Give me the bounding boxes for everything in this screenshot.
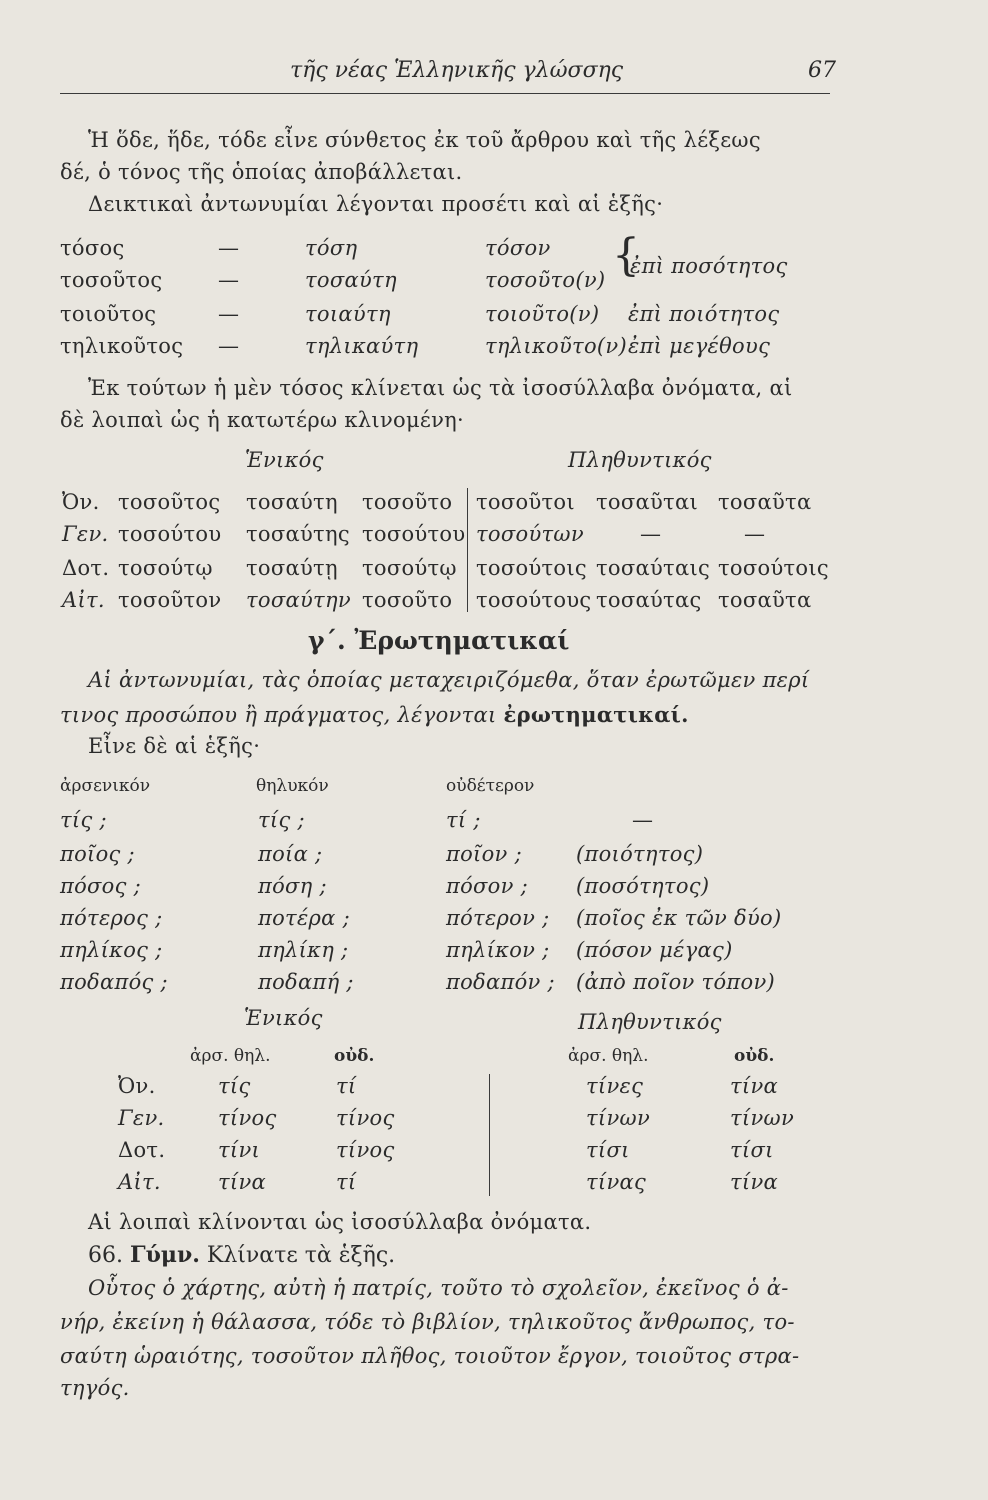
- exercise-text-4: τηγός.: [60, 1376, 130, 1400]
- tososoutos-singular-label: Ἑνικός: [245, 448, 324, 472]
- interrog-header-n: οὐδέτερον: [446, 776, 535, 796]
- interrog-f-3: ποτέρα ;: [258, 906, 351, 930]
- tososoutos-p-3-2: τοσαῦτα: [718, 588, 812, 612]
- tis-s-3-1: τί: [336, 1170, 357, 1194]
- deictic-f-2: τοιαύτη: [305, 302, 391, 326]
- interrog-n-5: ποδαπόν ;: [446, 970, 555, 994]
- tososoutos-s-3-0: τοσοῦτον: [118, 588, 222, 612]
- page-number: 67: [808, 58, 836, 83]
- interrog-f-4: πηλίκη ;: [258, 938, 349, 962]
- interrog-n-0: τί ;: [446, 808, 481, 832]
- tososoutos-p-0-1: τοσαῦται: [596, 490, 698, 514]
- gamma-line-2: [60, 702, 689, 727]
- tososoutos-s-1-2: τοσούτου: [362, 522, 466, 546]
- exercise-instruction: Κλίνατε τὰ ἑξῆς.: [206, 1243, 396, 1268]
- intro-line-2: δέ, ὁ τόνος τῆς ὁποίας ἀποβάλλεται.: [60, 160, 463, 184]
- tososoutos-s-2-2: τοσούτῳ: [362, 556, 457, 580]
- gamma-line-3: Εἶνε δὲ αἱ ἑξῆς·: [88, 734, 261, 758]
- deictic-dash-2: —: [218, 302, 240, 326]
- tososoutos-case-1: Γεν.: [62, 522, 109, 546]
- gamma-line-1: Αἱ ἀντωνυμίαι, τὰς ὁποίας μεταχειριζόμεθα, ὅταν ἐρωτῶμεν περί: [88, 668, 810, 692]
- tis-pl-header-n: οὐδ.: [734, 1046, 775, 1066]
- tis-divider: [489, 1074, 490, 1196]
- deictic-n-1: τοσοῦτο(ν): [485, 268, 606, 292]
- interrog-note-4: (πόσον μέγας): [576, 938, 733, 962]
- tososoutos-p-1-2: —: [744, 522, 766, 546]
- tis-case-0: Ὀν.: [118, 1074, 156, 1098]
- exercise-label: Γύμν.: [130, 1242, 200, 1268]
- tis-p-3-0: τίνας: [586, 1170, 647, 1194]
- tososoutos-p-1-0: τοσούτων: [476, 522, 584, 546]
- para2-line-2: δὲ λοιπαὶ ὡς ἡ κατωτέρω κλινομένη·: [60, 408, 465, 432]
- tososoutos-s-0-2: τοσοῦτο: [362, 490, 453, 514]
- interrog-n-1: ποῖον ;: [446, 842, 522, 866]
- tis-s-2-1: τίνος: [336, 1138, 395, 1162]
- interrog-m-4: πηλίκος ;: [60, 938, 163, 962]
- deictic-brace-note: ἐπὶ ποσότητος: [630, 254, 788, 278]
- tis-singular-label: Ἑνικός: [244, 1006, 323, 1030]
- tososoutos-s-1-1: τοσαύτης: [246, 522, 350, 546]
- tososoutos-s-0-1: τοσαύτη: [246, 490, 338, 514]
- interrog-note-2: (ποσότητος): [576, 874, 710, 898]
- tis-s-0-0: τίς: [218, 1074, 251, 1098]
- tososoutos-p-2-1: τοσαύταις: [596, 556, 711, 580]
- tis-p-0-1: τίνα: [730, 1074, 778, 1098]
- tososoutos-s-1-0: τοσούτου: [118, 522, 222, 546]
- tis-sg-header-mf: ἀρσ. θηλ.: [190, 1046, 271, 1066]
- deictic-n-2: τοιοῦτο(ν): [485, 302, 600, 326]
- tis-pl-header-mf: ἀρσ. θηλ.: [568, 1046, 649, 1066]
- tis-plural-label: Πληθυντικός: [578, 1010, 722, 1034]
- tososoutos-s-2-0: τοσούτῳ: [118, 556, 213, 580]
- tososoutos-s-3-2: τοσοῦτο: [362, 588, 453, 612]
- exercise-number: 66.: [88, 1243, 123, 1268]
- interrog-header-f: θηλυκόν: [256, 776, 329, 796]
- interrog-m-0: τίς ;: [60, 808, 107, 832]
- gamma-term: ἐρωτηματικαί.: [503, 702, 689, 727]
- gamma-line-2-text: τινος προσώπου ἢ πράγματος, λέγονται: [60, 703, 504, 727]
- tis-s-1-1: τίνος: [336, 1106, 395, 1130]
- deictic-n-3: τηλικοῦτο(ν): [485, 334, 627, 358]
- exercise-text-2: νήρ, ἐκείνη ἡ θάλασσα, τόδε τὸ βιβλίον, τηλικοῦτος ἄνθρωπος, το-: [60, 1310, 795, 1334]
- tis-s-0-1: τί: [336, 1074, 357, 1098]
- exercise-text-3: σαύτη ὡραιότης, τοσοῦτον πλῆθος, τοιοῦτον ἔργον, τοιοῦτος στρα-: [60, 1344, 800, 1368]
- tososoutos-p-2-0: τοσούτοις: [476, 556, 587, 580]
- tososoutos-p-1-1: —: [640, 522, 662, 546]
- tis-p-2-1: τίσι: [730, 1138, 774, 1162]
- exercise-line: [88, 1242, 395, 1268]
- deictic-dash-3: —: [218, 334, 240, 358]
- deictic-n-0: τόσον: [485, 236, 551, 260]
- tis-s-1-0: τίνος: [218, 1106, 277, 1130]
- tis-sg-header-n: οὐδ.: [334, 1046, 375, 1066]
- interrog-f-2: πόση ;: [258, 874, 327, 898]
- tososoutos-s-0-0: τοσοῦτος: [118, 490, 221, 514]
- interrog-m-1: ποῖος ;: [60, 842, 135, 866]
- deictic-f-3: τηλικαύτη: [305, 334, 419, 358]
- interrog-m-3: πότερος ;: [60, 906, 163, 930]
- interrog-note-3: (ποῖος ἐκ τῶν δύο): [576, 906, 782, 930]
- tososoutos-p-2-2: τοσούτοις: [718, 556, 829, 580]
- interrog-m-2: πόσος ;: [60, 874, 142, 898]
- interrog-m-5: ποδαπός ;: [60, 970, 168, 994]
- interrog-f-5: ποδαπή ;: [258, 970, 354, 994]
- interrog-header-m: ἀρσενικόν: [60, 776, 151, 796]
- deictic-f-1: τοσαύτη: [305, 268, 397, 292]
- tososoutos-p-3-0: τοσούτους: [476, 588, 592, 612]
- interrog-n-4: πηλίκον ;: [446, 938, 550, 962]
- tis-case-3: Αἰτ.: [118, 1170, 161, 1194]
- tis-p-3-1: τίνα: [730, 1170, 778, 1194]
- header-rule: [60, 93, 830, 94]
- deictic-f-0: τόση: [305, 236, 358, 260]
- para2-line-1: Ἐκ τούτων ἡ μὲν τόσος κλίνεται ὡς τὰ ἰσοσύλλαβα ὀνόματα, αἱ: [88, 376, 793, 400]
- deictic-m-1: τοσοῦτος: [60, 268, 163, 292]
- tis-case-1: Γεν.: [118, 1106, 165, 1130]
- tososoutos-case-3: Αἰτ.: [62, 588, 105, 612]
- tososoutos-p-3-1: τοσαύτας: [596, 588, 702, 612]
- tososoutos-s-2-1: τοσαύτῃ: [246, 556, 338, 580]
- deictic-m-0: τόσος: [60, 236, 125, 260]
- interrog-n-3: πότερον ;: [446, 906, 550, 930]
- deictic-m-3: τηλικοῦτος: [60, 334, 184, 358]
- deictic-m-2: τοιοῦτος: [60, 302, 157, 326]
- tis-p-2-0: τίσι: [586, 1138, 630, 1162]
- closing-line-1: Αἱ λοιπαὶ κλίνονται ὡς ἰσοσύλλαβα ὀνόματα.: [88, 1210, 592, 1234]
- tososoutos-p-0-2: τοσαῦτα: [718, 490, 812, 514]
- tis-s-3-0: τίνα: [218, 1170, 266, 1194]
- tososoutos-s-3-1: τοσαύτην: [246, 588, 351, 612]
- tis-p-1-1: τίνων: [730, 1106, 795, 1130]
- interrog-n-2: πόσον ;: [446, 874, 529, 898]
- deictic-note-2: ἐπὶ ποιότητος: [628, 302, 780, 326]
- interrog-f-0: τίς ;: [258, 808, 305, 832]
- tis-case-2: Δοτ.: [118, 1138, 166, 1162]
- interrog-f-1: ποία ;: [258, 842, 323, 866]
- tososoutos-case-2: Δοτ.: [62, 556, 110, 580]
- tis-s-2-0: τίνι: [218, 1138, 261, 1162]
- section-heading: γ΄. Ἐρωτηματικαί: [308, 626, 570, 655]
- interrog-note-5: (ἀπὸ ποῖον τόπον): [576, 970, 776, 994]
- tis-p-0-0: τίνες: [586, 1074, 644, 1098]
- deictic-dash-0: —: [218, 236, 240, 260]
- tososoutos-divider: [467, 488, 468, 612]
- tososoutos-plural-label: Πληθυντικός: [568, 448, 712, 472]
- tis-p-1-0: τίνων: [586, 1106, 651, 1130]
- interrog-note-0: —: [632, 808, 654, 832]
- tososoutos-case-0: Ὀν.: [62, 490, 100, 514]
- tososoutos-p-0-0: τοσοῦτοι: [476, 490, 575, 514]
- running-title: τῆς νέας Ἑλληνικῆς γλώσσης: [290, 58, 624, 83]
- deictic-note-3: ἐπὶ μεγέθους: [628, 334, 771, 358]
- deictic-dash-1: —: [218, 268, 240, 292]
- curly-brace-icon: {: [612, 230, 640, 281]
- exercise-text-1: Οὗτος ὁ χάρτης, αὐτὴ ἡ πατρίς, τοῦτο τὸ σχολεῖον, ἐκεῖνος ὁ ἀ-: [88, 1276, 789, 1300]
- intro-line-3: Δεικτικαὶ ἀντωνυμίαι λέγονται προσέτι καὶ αἱ ἑξῆς·: [88, 192, 664, 216]
- intro-line-1: Ἡ ὅδε, ἥδε, τόδε εἶνε σύνθετος ἐκ τοῦ ἄρθρου καὶ τῆς λέξεως: [88, 128, 761, 152]
- interrog-note-1: (ποιότητος): [576, 842, 704, 866]
